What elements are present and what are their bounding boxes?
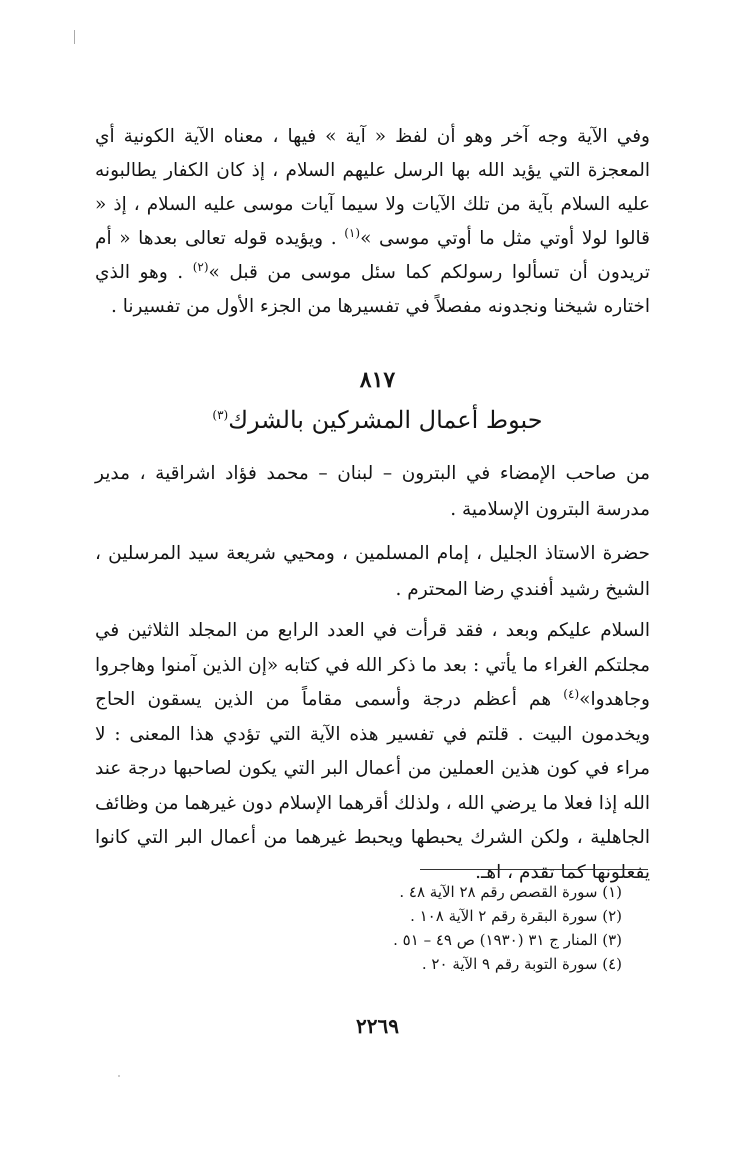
footnote-4: (٤) سورة التوبة رقم ٩ الآية ٢٠ . [421,955,622,973]
paragraph-sender: من صاحب الإمضاء في البترون – لبنان – محمد فؤاد اشراقية ، مدير مدرسة البترون الإسلامية . [95,463,650,520]
page-number: ٢٢٦٩ [356,1014,399,1038]
footnote-2: (٢) سورة البقرة رقم ٢ الآية ١٠٨ . [410,907,622,925]
paragraph1-text: وفي الآية وجه آخر وهو أن لفظ « آية » فيها ، معناه الآية الكونية أي المعجزة التي يؤيد الله بها الرسل عليهم السلام ، إذ كان الكفار يطالبونه عليه السلام بآية من تلك الآيات ولا سيما آيات موسى عليه السلام ، إذ « قالوا لولا أوتي مثل ما أوتي موسى » [95,126,650,249]
footnote-ref-3: (٣) [212,408,229,422]
scan-mark [74,30,75,44]
paragraph4-text: السلام عليكم وبعد ، فقد قرأت في العدد الرابع من المجلد الثلاثين في مجلتكم الغراء ما يأتي : بعد ما ذكر الله في كتابه «إن الذين آمنوا وهاجروا وجاهدوا» [95,620,650,710]
paragraph1-text-b: . ويؤيده قوله تعالى بعدها « أم تريدون أن تسألوا رسولكم كما سئل موسى من قبل » [95,228,650,283]
paragraph-verse-interpretation [95,120,650,324]
footnote-1: (١) سورة القصص رقم ٢٨ الآية ٤٨ . [399,883,622,901]
footnote-ref-1: (١) [344,225,361,240]
footnote-3: (٣) المنار ج ٣١ (١٩٣٠) ص ٤٩ – ٥١ . [393,931,622,949]
footnotes [300,880,622,976]
paragraph1-text-c: . وهو الذي اختاره شيخنا ونجدونه مفصلاً في تفسيرها من الجزء الأول من تفسيرنا . [95,262,650,317]
article-title-text: حبوط أعمال المشركين بالشرك [228,406,543,434]
article-number: ٨١٧ [359,367,396,393]
paragraph-question [95,614,650,890]
paragraph4-text-b: هم أعظم درجة وأسمى مقاماً من الذين يسقون الحاج ويخدمون البيت . قلتم في تفسير هذه الآية التي تؤدي هذا المعنى : لا مراء في كون هذين العملين من أعمال البر التي يكون لصاحبها درجة عند الله إذا فعلا ما يرضي الله ، ولذلك أقرهما الإسلام دون غيرهما من وظائف الجاهلية ، ولكن الشرك يحبطها ويحبط غيرهما من أعمال البر التي كانوا يفعلونها كما تقدم ، اهـ. [95,689,650,883]
paragraph-salutation: حضرة الاستاذ الجليل ، إمام المسلمين ، ومحيي شريعة سيد المرسلين ، الشيخ رشيد أفندي رضا المحترم . [95,543,650,600]
article-title [0,400,755,440]
scan-speck [118,1075,120,1077]
footnote-divider [420,869,648,870]
footnote-ref-2: (٢) [192,259,209,274]
footnote-ref-4: (٤) [563,686,580,701]
